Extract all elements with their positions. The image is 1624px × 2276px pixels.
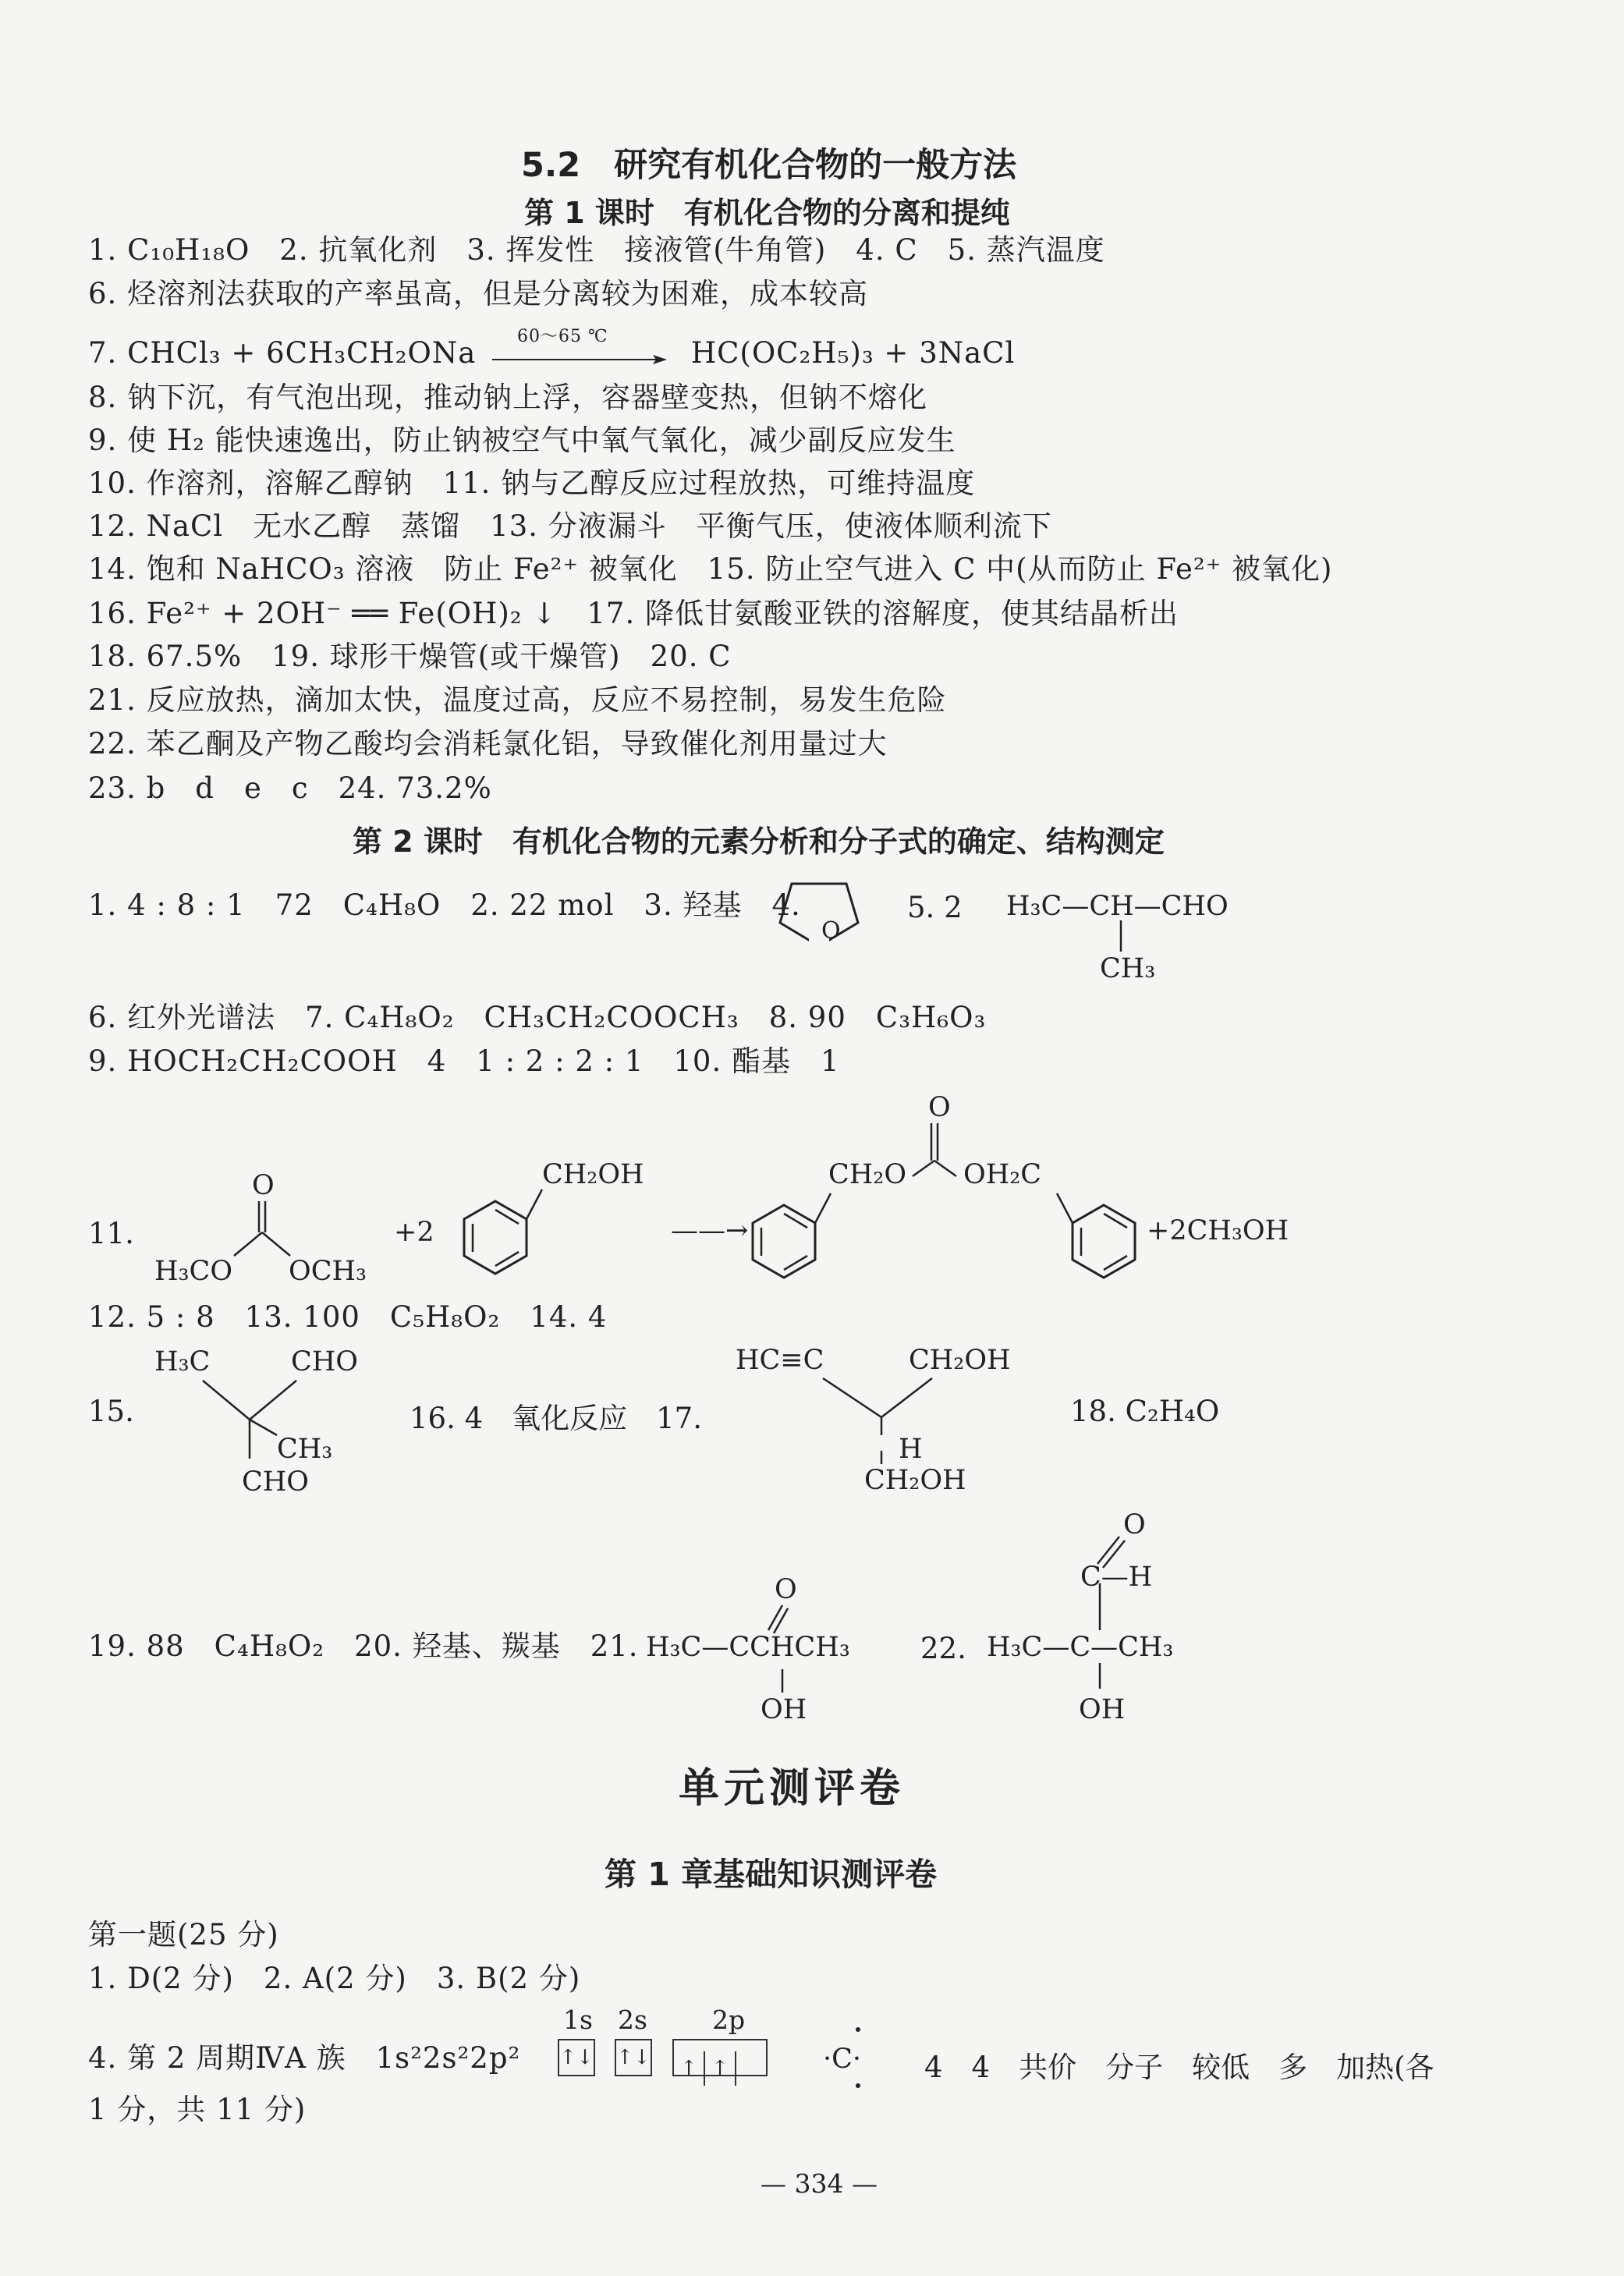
- answer-line: 9. 使 H₂ 能快速逸出，防止钠被空气中氧气氧化，减少副反应发生: [88, 424, 956, 457]
- answer-line: 第一题(25 分): [88, 1918, 279, 1952]
- orbital-label-1s: 1s: [563, 2005, 593, 2035]
- q17-ch2oh-top: CH₂OH: [909, 1345, 1011, 1376]
- section-title: 5.2 研究有机化合物的一般方法: [521, 146, 1017, 185]
- q18-text: 18. C₂H₄O: [1070, 1395, 1220, 1428]
- answer-line: 4. 第 2 周期ⅣA 族 1s²2s²2p²: [88, 2041, 521, 2075]
- answer-line: 23. b d e c 24. 73.2%: [88, 771, 492, 805]
- q22-main: H₃C—C—CH₃: [987, 1632, 1174, 1663]
- answer-4-right: 4 4 共价 分子 较低 多 加热(各: [924, 2051, 1434, 2084]
- q22-oh: OH: [1079, 1694, 1126, 1725]
- reaction-reactants: 7. CHCl₃ + 6CH₃CH₂ONa: [88, 336, 477, 370]
- answer-line: 14. 饱和 NaHCO₃ 溶液 防止 Fe²⁺ 被氧化 15. 防止空气进入 C 中(从而防止 Fe²⁺ 被氧化): [88, 552, 1333, 586]
- answer-line: 8. 钠下沉，有气泡出现，推动钠上浮，容器壁变热，但钠不熔化: [88, 381, 928, 414]
- lesson2-title: 第 2 课时 有机化合物的元素分析和分子式的确定、结构测定: [353, 824, 1165, 859]
- q11-plus-two: +2: [394, 1217, 434, 1248]
- reaction-products: HC(OC₂H₅)₃ + 3NaCl: [690, 336, 1016, 370]
- q16-q17-text: 16. 4 氧化反应 17.: [410, 1402, 702, 1435]
- answer-line: 1. 4 : 8 : 1 72 C₄H₈O 2. 22 mol 3. 羟基 4.: [88, 888, 801, 922]
- q15-ch3: CH₃: [277, 1434, 333, 1465]
- unit-title: 单元测评卷: [679, 1764, 906, 1812]
- q17-bonds: [803, 1374, 944, 1468]
- orbital-box-2p: [672, 2039, 768, 2080]
- structure-5-methyl: CH₃: [1100, 953, 1156, 984]
- q11-product-ch2o: CH₂O: [828, 1159, 907, 1190]
- benzene-ring-icon: [1069, 1201, 1139, 1287]
- answer-line: 12. NaCl 无水乙醇 蒸馏 13. 分液漏斗 平衡气压，使液体顺利流下: [88, 509, 1052, 543]
- answer-line: 19. 88 C₄H₈O₂ 20. 羟基、羰基 21.: [88, 1629, 639, 1663]
- benzene-ring-icon: [749, 1201, 819, 1287]
- orbital-box-1s: [558, 2039, 595, 2076]
- q11-product-tail: +2CH₃OH: [1147, 1215, 1289, 1246]
- answer-line: 21. 反应放热，滴加太快，温度过高，反应不易控制，易发生危险: [88, 683, 947, 717]
- answer-5-number: 5. 2: [907, 891, 963, 924]
- reaction-line: [88, 326, 1016, 370]
- ring-oxygen: O: [821, 917, 841, 945]
- q11-arrow: ——→: [671, 1215, 749, 1246]
- answer-line: 6. 烃溶剂法获取的产率虽高，但是分离较为困难，成本较高: [88, 277, 869, 310]
- orbital-box-2s: [615, 2039, 652, 2076]
- lewis-carbon: ·C·: [823, 2044, 862, 2075]
- q21-main: H₃C—CCHCH₃: [646, 1632, 850, 1663]
- reaction-condition: 60～65 ℃: [517, 326, 608, 346]
- orbital-label-2s: 2s: [618, 2005, 647, 2035]
- answer-line: 9. HOCH₂CH₂COOH 4 1 : 2 : 2 : 1 10. 酯基 1: [88, 1044, 840, 1078]
- orbital-electrons: [736, 2040, 766, 2075]
- orbital-label-2p: 2p: [712, 2005, 746, 2035]
- q15-h3c: H₃C: [154, 1346, 211, 1377]
- answer-line: 16. Fe²⁺ + 2OH⁻ ══ Fe(OH)₂ ↓ 17. 降低甘氨酸亚铁的溶解度，使其结晶析出: [88, 597, 1179, 630]
- q22-ch: C—H: [1080, 1562, 1153, 1593]
- q11-product-carbonyl-o: O: [928, 1092, 951, 1123]
- answer-line: 1. D(2 分) 2. A(2 分) 3. B(2 分): [88, 1962, 581, 1995]
- q22-aldehyde-o: O: [1123, 1509, 1146, 1540]
- tetrahydrofuran-ring: [768, 864, 870, 950]
- orbital-electrons: ↑↓: [559, 2046, 594, 2069]
- q21-oh: OH: [761, 1694, 807, 1725]
- answer-line: 18. 67.5% 19. 球形干燥管(或干燥管) 20. C: [88, 640, 732, 673]
- q15-cho-bottom: CHO: [242, 1466, 309, 1498]
- q11-benzyl-alcohol-ch2oh: CH₂OH: [542, 1159, 644, 1190]
- q11-carbonyl-o: O: [252, 1170, 275, 1201]
- q17-ch2oh-bottom: CH₂OH: [864, 1465, 966, 1496]
- answer-line: 1 分，共 11 分): [88, 2093, 307, 2126]
- structure-5-main: H₃C—CH—CHO: [1006, 891, 1229, 922]
- q11-number: 11.: [88, 1217, 134, 1250]
- benzene-ring-icon: [460, 1197, 530, 1283]
- q11-h3co: H₃CO: [154, 1256, 233, 1287]
- answer-line: 10. 作溶剂，溶解乙醇钠 11. 钠与乙醇反应过程放热，可维持温度: [88, 466, 976, 500]
- reaction-arrow: [486, 326, 681, 367]
- page-number: — 334 —: [761, 2168, 878, 2199]
- q11-och3: OCH₃: [289, 1256, 367, 1287]
- q22-number: 22.: [920, 1632, 966, 1665]
- answer-line: 12. 5 : 8 13. 100 C₅H₈O₂ 14. 4: [88, 1300, 608, 1334]
- q17-h: H: [899, 1434, 923, 1465]
- answer-line: 1. C₁₀H₁₈O 2. 抗氧化剂 3. 挥发性 接液管(牛角管) 4. C 5. 蒸汽温度: [88, 233, 1105, 267]
- q15-number: 15.: [88, 1395, 134, 1428]
- q11-product-oh2c: OH₂C: [963, 1159, 1042, 1190]
- orbital-electrons: ↑↓: [616, 2046, 651, 2069]
- q15-cho-top: CHO: [291, 1346, 358, 1377]
- answer-line: 6. 红外光谱法 7. C₄H₈O₂ CH₃CH₂COOCH₃ 8. 90 C₃H₆O₃: [88, 1001, 987, 1034]
- lesson1-title: 第 1 课时 有机化合物的分离和提纯: [524, 196, 1010, 230]
- orbital-electrons: ↑: [674, 2051, 705, 2086]
- orbital-electrons: ↑: [705, 2051, 736, 2086]
- chapter-title: 第 1 章基础知识测评卷: [605, 1856, 938, 1893]
- lewis-dots: [855, 2025, 871, 2095]
- q22-bonds: [1080, 1529, 1143, 1700]
- q17-alkyne: HC≡C: [736, 1345, 824, 1376]
- q21-carbonyl-o: O: [775, 1574, 797, 1605]
- answer-line: 22. 苯乙酮及产物乙酸均会消耗氯化铝，导致催化剂用量过大: [88, 727, 888, 760]
